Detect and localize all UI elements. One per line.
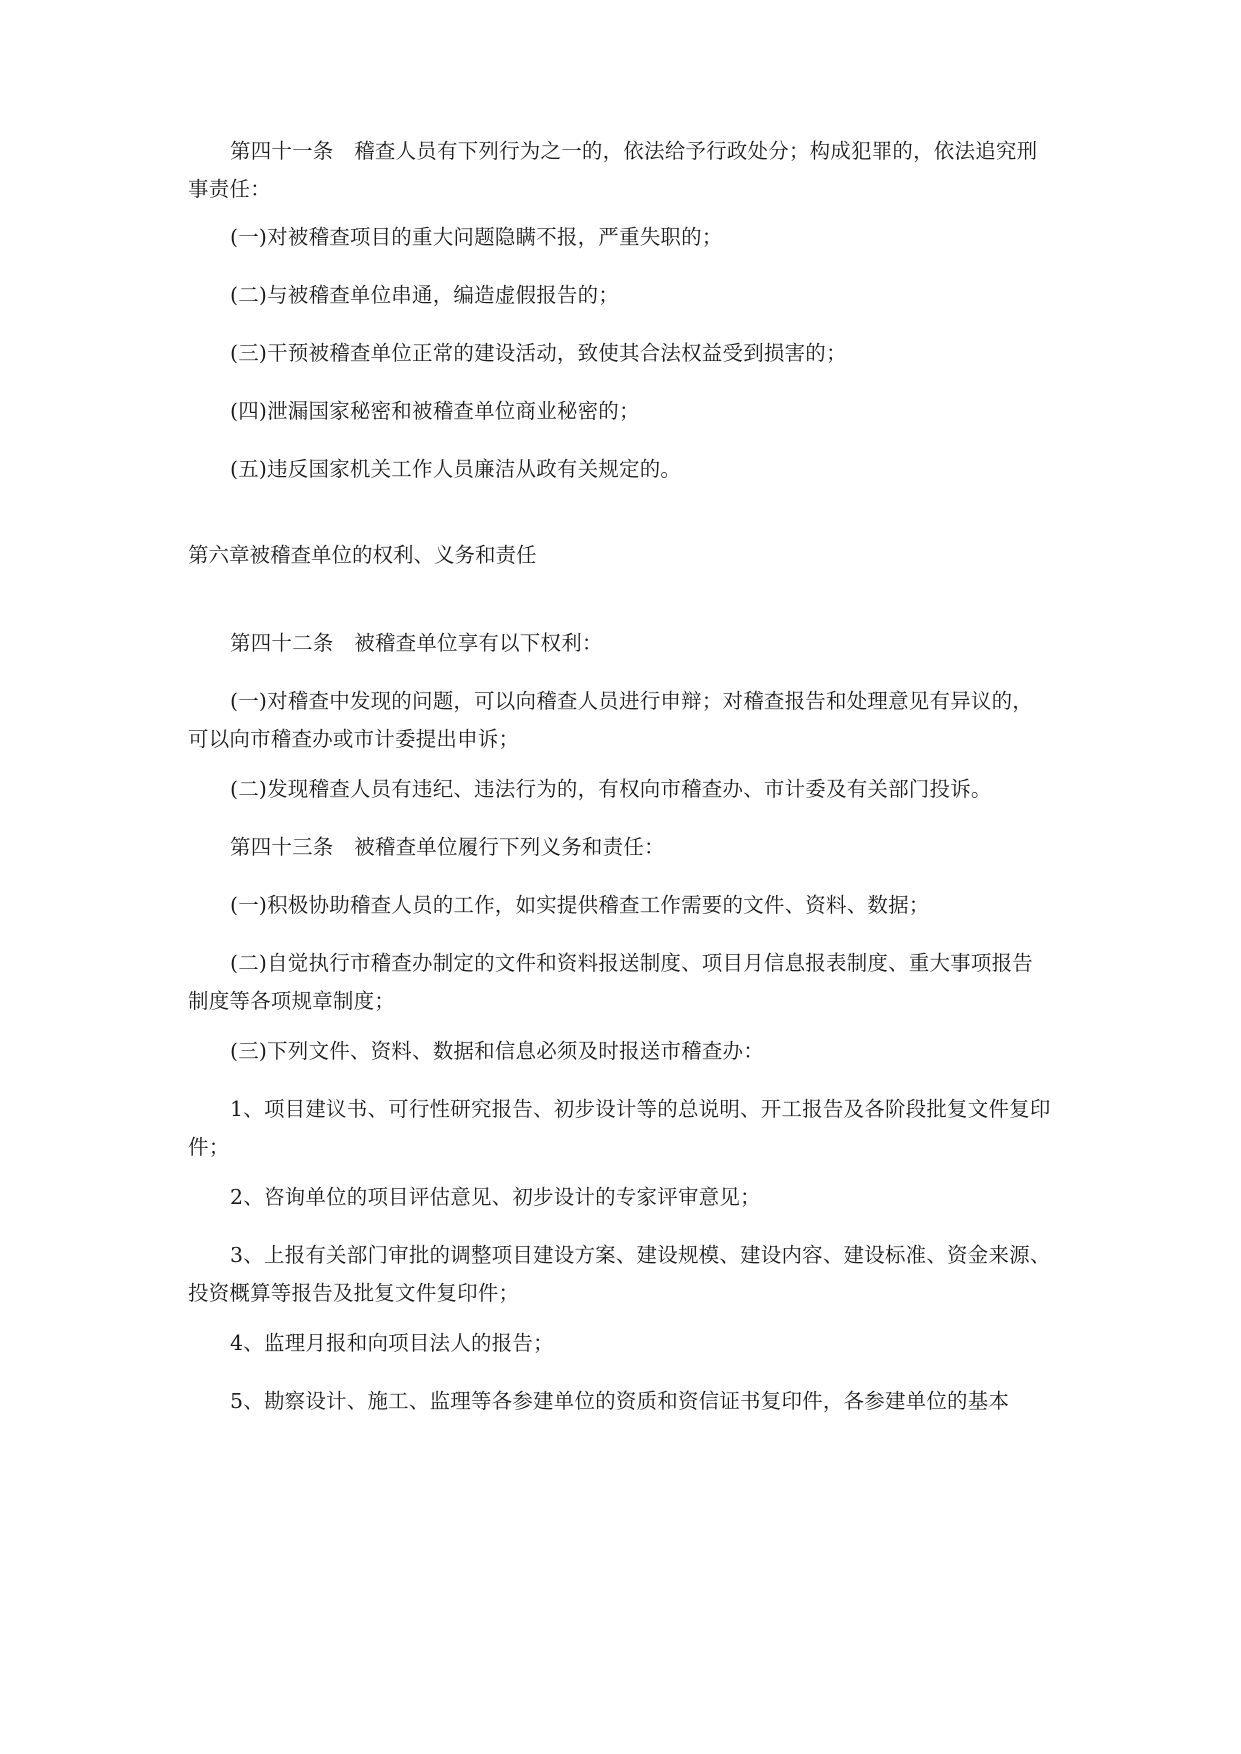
article-42: 第四十二条 被稽查单位享有以下权利： — [230, 631, 603, 655]
chapter-heading: 第六章被稽查单位的权利、义务和责任 — [188, 543, 537, 567]
article-43: 第四十三条 被稽查单位履行下列义务和责任： — [230, 835, 665, 859]
article-41: 第四十一条 稽查人员有下列行为之一的，依法给予行政处分；构成犯罪的，依法追究刑事责任： — [188, 139, 1038, 201]
list-item-4: 4、监理月报和向项目法人的报告； — [230, 1331, 554, 1355]
article-41-item-2: (二)与被稽查单位串通，编造虚假报告的； — [230, 283, 619, 307]
article-41-item-3: (三)干预被稽查单位正常的建设活动，致使其合法权益受到损害的； — [230, 341, 847, 365]
list-item-2: 2、咨询单位的项目评估意见、初步设计的专家评审意见； — [230, 1185, 761, 1209]
article-42-item-1: (一)对稽查中发现的问题，可以向稽查人员进行申辩；对稽查报告和处理意见有异议的，可以向市稽查办或市计委提出申诉； — [188, 689, 1033, 751]
list-item-3: 3、上报有关部门审批的调整项目建设方案、建设规模、建设内容、建设标准、资金来源、投资概算等报告及批复文件复印件； — [188, 1243, 1051, 1305]
article-41-item-1: (一)对被稽查项目的重大问题隐瞒不报，严重失职的； — [230, 225, 723, 249]
article-42-item-2: (二)发现稽查人员有违纪、违法行为的，有权向市稽查办、市计委及有关部门投诉。 — [230, 777, 992, 801]
article-41-item-4: (四)泄漏国家秘密和被稽查单位商业秘密的； — [230, 399, 640, 423]
list-item-5: 5、勘察设计、施工、监理等各参建单位的资质和资信证书复印件，各参建单位的基本 — [230, 1389, 1010, 1413]
article-41-item-5: (五)违反国家机关工作人员廉洁从政有关规定的。 — [230, 457, 682, 481]
article-43-item-3: (三)下列文件、资料、数据和信息必须及时报送市稽查办： — [230, 1039, 764, 1063]
article-43-item-1: (一)积极协助稽查人员的工作，如实提供稽查工作需要的文件、资料、数据； — [230, 893, 930, 917]
list-item-1: 1、项目建议书、可行性研究报告、初步设计等的总说明、开工报告及各阶段批复文件复印件； — [188, 1097, 1051, 1159]
article-43-item-2: (二)自觉执行市稽查办制定的文件和资料报送制度、项目月信息报表制度、重大事项报告制度等各项规章制度； — [188, 951, 1033, 1013]
